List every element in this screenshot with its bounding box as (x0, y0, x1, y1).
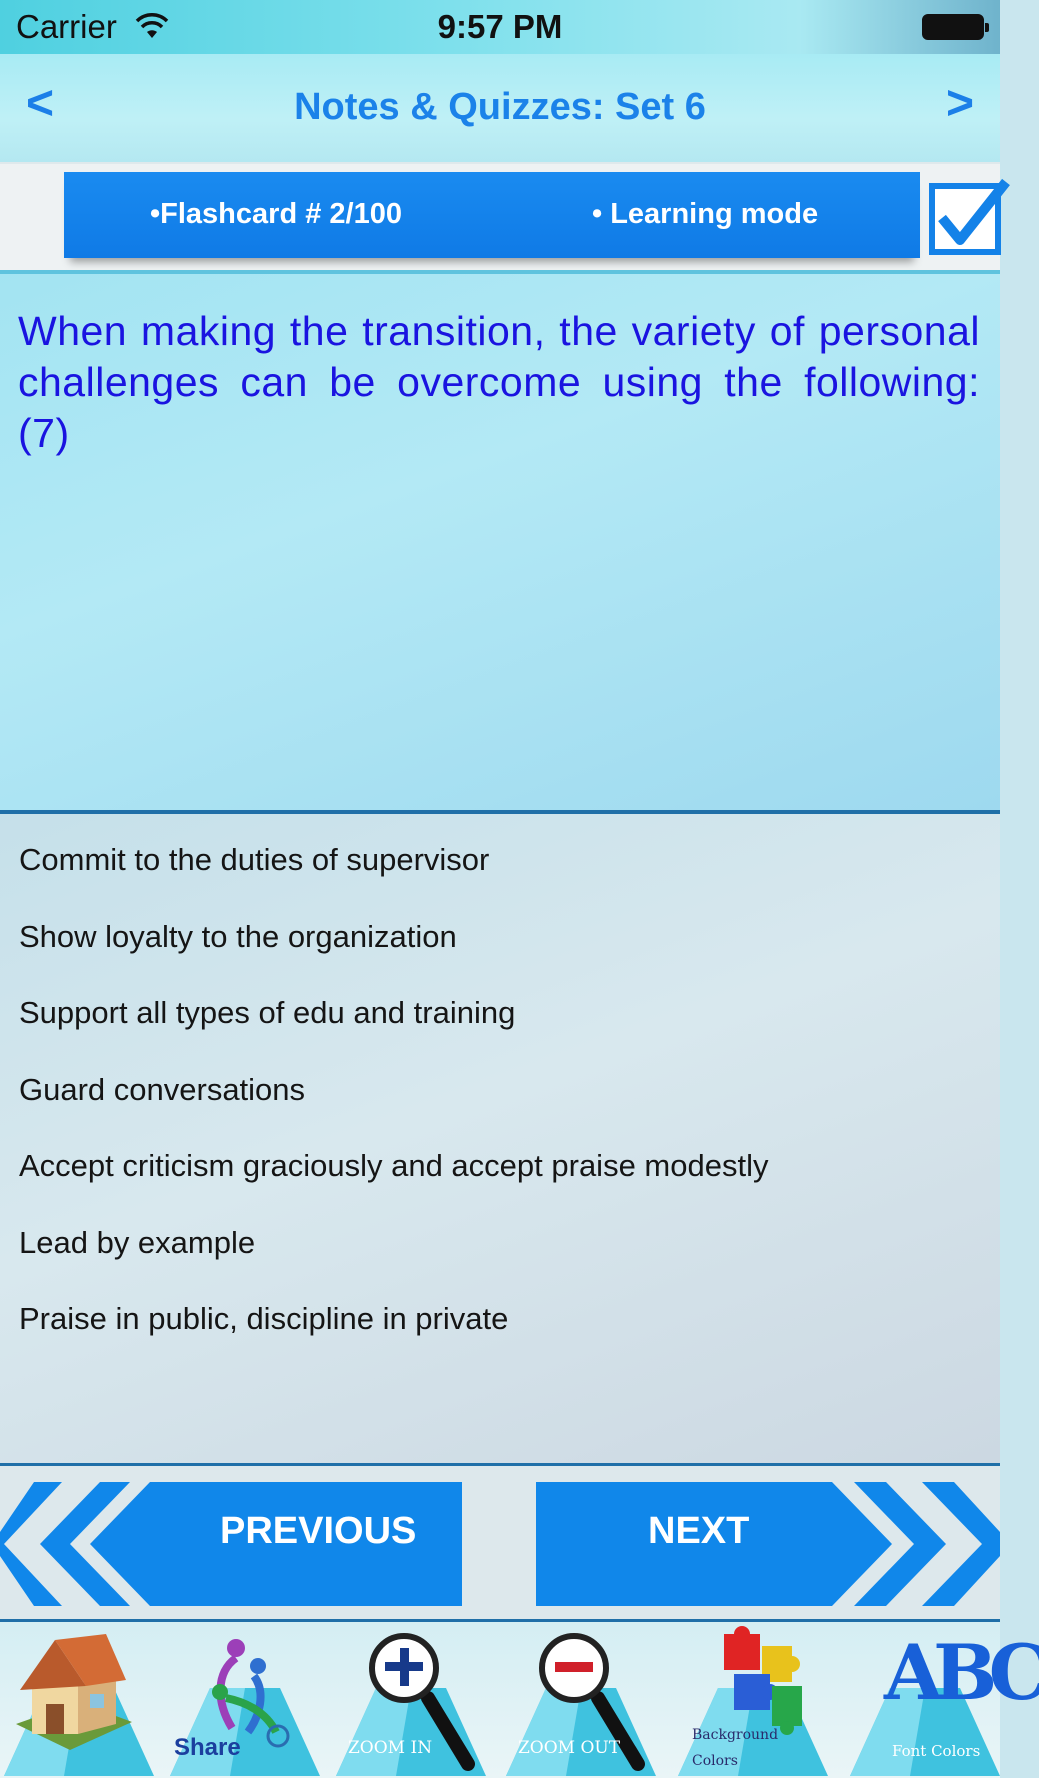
zoom-out-label: ZOOM OUT (518, 1738, 621, 1758)
next-button[interactable] (536, 1482, 1000, 1606)
bottom-toolbar (0, 1622, 1039, 1778)
pager (0, 1466, 1000, 1622)
answer-item: Accept criticism graciously and accept praise modestly (19, 1148, 769, 1183)
clock: 9:57 PM (437, 8, 563, 45)
background-colors-button[interactable] (674, 1622, 832, 1778)
answer-list (19, 842, 768, 1378)
font-colors-label: Font Colors (892, 1742, 981, 1760)
back-button[interactable]: < (26, 77, 55, 130)
learning-mode-label: • Learning mode (592, 198, 819, 230)
zoom-in-button[interactable] (332, 1622, 490, 1778)
next-label: NEXT (648, 1510, 750, 1552)
answer-panel (0, 814, 1000, 1466)
answer-item: Guard conversations (19, 1071, 306, 1107)
answer-item: Support all types of edu and training (19, 995, 516, 1030)
font-abc-icon: ABC (884, 1628, 1039, 1717)
answer-item: Praise in public, discipline in private (19, 1301, 509, 1336)
zoom-out-button[interactable] (502, 1622, 660, 1778)
status-bar (0, 0, 1000, 54)
answer-item: Commit to the duties of supervisor (19, 842, 490, 877)
question-panel (0, 270, 1000, 814)
flashcard-counter: •Flashcard # 2/100 (150, 198, 402, 230)
previous-label: PREVIOUS (220, 1510, 417, 1552)
flashcard-info-band (0, 164, 1000, 270)
answer-item: Show loyalty to the organization (19, 918, 457, 954)
home-button[interactable] (0, 1622, 158, 1778)
question-text: When making the transition, the variety of personal challenges can be overcome using the following: (7) (18, 308, 980, 456)
zoom-in-label: ZOOM IN (348, 1738, 433, 1758)
checkbox-icon[interactable] (928, 178, 1008, 258)
house-icon (10, 1632, 136, 1754)
forward-button[interactable]: > (945, 77, 974, 130)
page-title: Notes & Quizzes: Set 6 (294, 86, 706, 128)
nav-bar (0, 54, 1000, 164)
carrier-label: Carrier (16, 8, 117, 45)
flashcard-info-strip (64, 172, 920, 258)
share-label: Share (174, 1734, 241, 1761)
share-button[interactable] (166, 1622, 324, 1778)
font-colors-button[interactable] (846, 1622, 1039, 1778)
background-colors-label: Background Colors (692, 1727, 779, 1769)
battery-icon (922, 14, 984, 40)
answer-item: Lead by example (19, 1224, 256, 1260)
